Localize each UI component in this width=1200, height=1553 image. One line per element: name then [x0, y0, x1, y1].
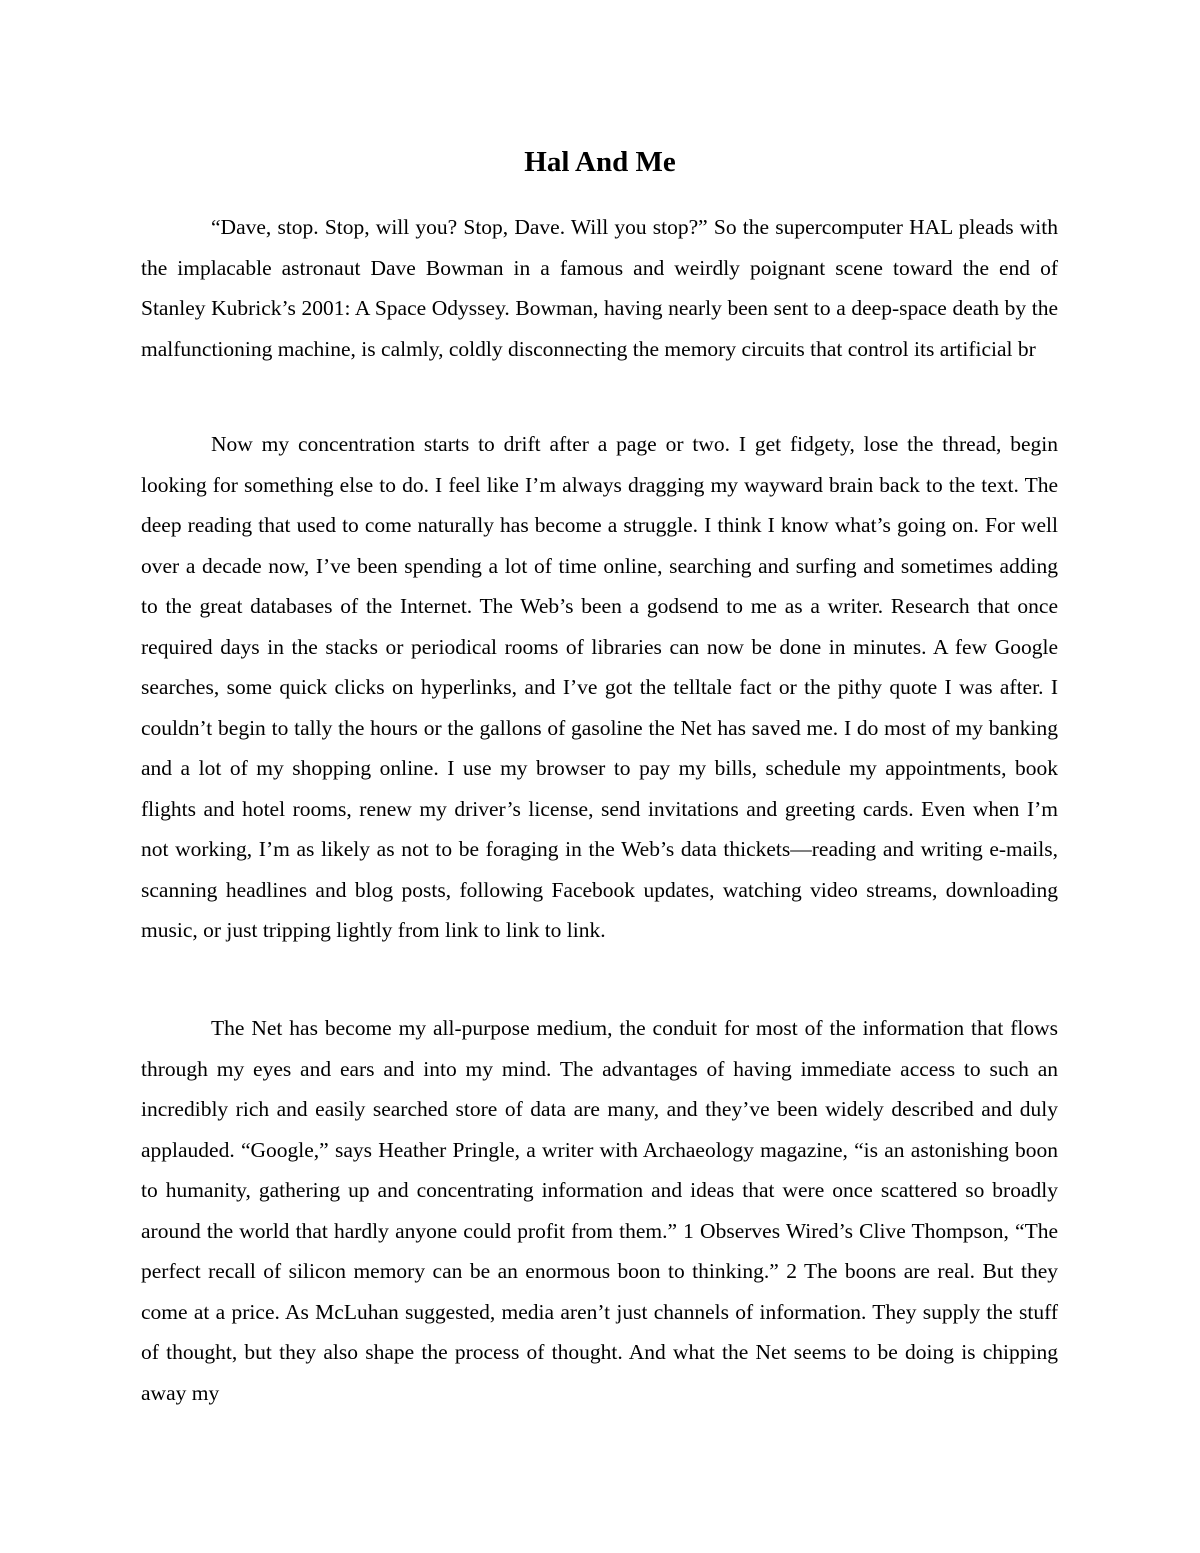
paragraph-2: Now my concentration starts to drift after a page or two. I get fidgety, lose the thread, begin looking for something else to do. I feel like I’m always dragging my wayward brain back to the text. The deep reading that used to come naturally has become a struggle. I think I know what’s going on. For well over a decade now, I’ve been spending a lot of time online, searching and surfing and sometimes adding to the great databases of the Internet. The Web’s been a godsend to me as a writer. Research that once required days in the stacks or periodical rooms of libraries can now be done in minutes. A few Google searches, some quick clicks on hyperlinks, and I’ve got the telltale fact or the pithy quote I was after. I couldn’t begin to tally the hours or the gallons of gasoline the Net has saved me. I do most of my banking and a lot of my shopping online. I use my browser to pay my bills, schedule my appointments, book flights and hotel rooms, renew my driver’s license, send invitations and greeting cards. Even when I’m not working, I’m as likely as not to be foraging in the Web’s data thickets—reading and writing e-mails, scanning headlines and blog posts, following Facebook updates, watching video streams, downloading music, or just tripping lightly from link to link to link.: [141, 432, 1058, 942]
paragraph-3: The Net has become my all-purpose medium, the conduit for most of the information that flows through my eyes and ears and into my mind. The advantages of having immediate access to such an incredibly rich and easily searched store of data are many, and they’ve been widely described and duly applauded. “Google,” says Heather Pringle, a writer with Archaeology magazine, “is an astonishing boon to humanity, gathering up and concentrating information and ideas that were once scattered so broadly around the world that hardly anyone could profit from them.” 1 Observes Wired’s Clive Thompson, “The perfect recall of silicon memory can be an enormous boon to thinking.” 2 The boons are real. But they come at a price. As McLuhan suggested, media aren’t just channels of information. They supply the stuff of thought, but they also shape the process of thought. And what the Net seems to be doing is chipping away my: [141, 1016, 1058, 1405]
paragraph-1: “Dave, stop. Stop, will you? Stop, Dave. Will you stop?” So the supercomputer HAL pleads with the implacable astronaut Dave Bowman in a famous and weirdly poignant scene toward the end of Stanley Kubrick’s 2001: A Space Odyssey. Bowman, having nearly been sent to a deep-space death by the malfunctioning machine, is calmly, coldly disconnecting the memory circuits that control its artificial br: [141, 215, 1058, 361]
document-title: Hal And Me: [524, 146, 676, 178]
